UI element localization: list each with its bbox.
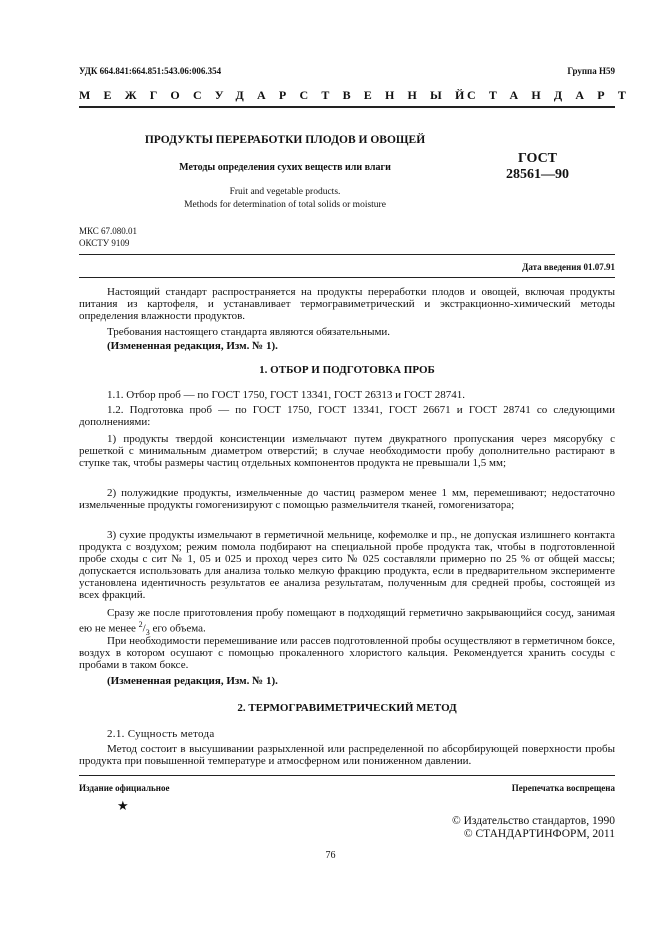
- box-paragraph: При необходимости перемешивание или рассев подготовленной пробы осуществляют в герметичном боксе, воздух в котором осушают с помощью прокаленного хлористого кальция. Рекомендуется хранить сосуды с пробами в таком боксе.: [79, 635, 615, 672]
- document-subtitle: Методы определения сухих веществ или влаги: [179, 162, 391, 173]
- section-1-heading: 1. ОТБОР И ПОДГОТОВКА ПРОБ: [259, 364, 435, 376]
- clause-2-1: 2.1. Сущность метода: [107, 728, 215, 740]
- copyright-1990: © Издательство стандартов, 1990: [451, 815, 615, 827]
- mks-code: МКС 67.080.01: [79, 226, 138, 236]
- list-item-1: 1) продукты твердой консистенции измельчают путем двукратного пропускания через мясорубку с решеткой с минимальным диаметром отверстий; в случае необходимости пробу дополнительно растирают в ступке так, чтобы размеры частиц отдельных компонентов продукта не превышали 1,5 мм;: [79, 433, 615, 470]
- udc-code: УДК 664.841:664.851:543.06:006.354: [79, 66, 222, 76]
- title-rule: [79, 254, 615, 255]
- official-edition: Издание официальное: [79, 783, 170, 793]
- page-number: 76: [325, 850, 336, 861]
- list-item-3: 3) сухие продукты измельчают в герметичной мельнице, кофемолке и пр., не допуская излишнего контакта продукта с воздухом; режим помола подбирают на специальной пробе продукта так, чтобы в подготовленной пробе сходы с сит № 1, 05 и 025 и проход через сито № 025 составляли примерно по 25 % от общей массы; допускается использовать для анализа только мелкую фракцию продукта, если в предварительном эксперименте установлена идентичность результатов ее анализа результатам, полученным для средней пробы, состоящей из всех фракций.: [79, 529, 615, 602]
- english-title-line1: Fruit and vegetable products.: [229, 187, 341, 197]
- gost-number: 28561—90: [506, 167, 569, 182]
- storage-text-b: его объема.: [149, 622, 206, 635]
- okstu-code: ОКСТУ 9109: [79, 238, 130, 248]
- footer-rule: [79, 775, 615, 776]
- amendment-note-2: (Измененная редакция, Изм. № 1).: [107, 675, 278, 687]
- requirements-paragraph: Требования настоящего стандарта являются обязательными.: [107, 326, 391, 338]
- document-title: ПРОДУКТЫ ПЕРЕРАБОТКИ ПЛОДОВ И ОВОЩЕЙ: [144, 134, 426, 146]
- storage-text-a: Сразу же после приготовления пробу помещают в подходящий герметично закрывающийся сосуд, занимая ею не менее: [79, 607, 615, 635]
- method-paragraph: Метод состоит в высушивании разрыхленной или распределенной по абсорбирующей поверхности пробы продукта при повышенной температуре и атмосферном или пониженном давлении.: [79, 743, 615, 768]
- fraction-denominator: 3: [145, 627, 150, 637]
- star-icon: ★: [117, 798, 129, 813]
- amendment-note: (Измененная редакция, Изм. № 1).: [107, 340, 278, 352]
- group-code: Группа Н59: [567, 66, 615, 76]
- standard-type-right: СТАНДАРТ: [467, 88, 640, 102]
- clause-1-1: 1.1. Отбор проб — по ГОСТ 1750, ГОСТ 13341, ГОСТ 26313 и ГОСТ 28741.: [107, 389, 465, 401]
- intro-paragraph: Настоящий стандарт распространяется на продукты переработки плодов и овощей, включая продукты питания из картофеля, и устанавливает термогравиметрический и экстракционно-химический методы определения влажности продуктов.: [79, 286, 615, 323]
- storage-paragraph: Сразу же после приготовления пробу помещают в подходящий герметично закрывающийся сосуд, занимая ею не менее $^2/_3$ его объема.: [79, 607, 615, 637]
- header-rule: [79, 106, 615, 108]
- copyright-2011: © СТАНДАРТИНФОРМ, 2011: [463, 828, 615, 840]
- clause-1-2: 1.2. Подготовка проб — по ГОСТ 1750, ГОСТ 13341, ГОСТ 26671 и ГОСТ 28741 со следующими дополнениями:: [79, 404, 615, 429]
- list-item-2: 2) полужидкие продукты, измельченные до частиц размером менее 1 мм, перемешивают; недостаточно измельченные продукты гомогенизируют с помощью размельчителя тканей, гомогенизатора;: [79, 487, 615, 512]
- gost-label: ГОСТ: [517, 151, 558, 166]
- english-title-line2: Methods for determination of total solids or moisture: [184, 200, 386, 210]
- fraction-numerator: 2: [138, 620, 143, 630]
- date-rule: [79, 277, 615, 278]
- standard-type-left: МЕЖГОСУДАРСТВЕННЫЙ: [79, 88, 478, 102]
- effective-date: Дата введения 01.07.91: [522, 262, 615, 272]
- section-2-heading: 2. ТЕРМОГРАВИМЕТРИЧЕСКИЙ МЕТОД: [237, 702, 457, 714]
- reprint-prohibited: Перепечатка воспрещена: [511, 783, 615, 793]
